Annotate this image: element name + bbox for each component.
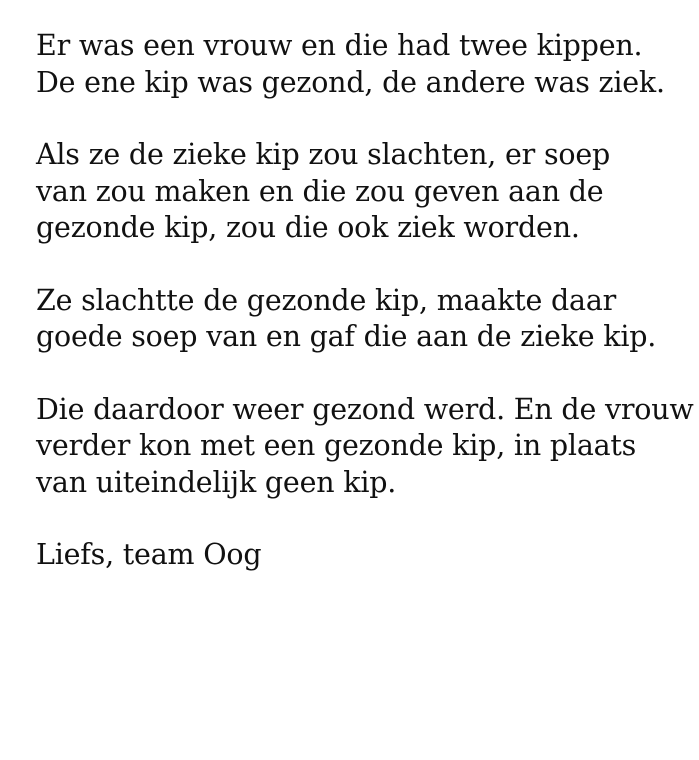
- text-line: goede soep van en gaf die aan de zieke kip.: [36, 320, 657, 353]
- text-line: De ene kip was gezond, de andere was ziek.: [36, 65, 665, 99]
- text-line: van zou maken en die zou geven aan de: [36, 174, 604, 208]
- paragraph-3: [36, 283, 679, 356]
- text-line: gezonde kip, zou die ook ziek worden.: [36, 211, 580, 244]
- text-line: van uiteindelijk geen kip.: [36, 465, 397, 499]
- text-line: Ze slachtte de gezonde kip, maakte daar: [36, 283, 617, 317]
- text-line: Die daardoor weer gezond werd. En de vrouw: [36, 392, 694, 426]
- signature: [36, 537, 679, 574]
- paragraph-2: [36, 137, 679, 247]
- paragraph-1: [36, 28, 679, 101]
- paragraph-4: [36, 392, 694, 502]
- text-line: Er was een vrouw en die had twee kippen.: [36, 29, 643, 62]
- text-line: verder kon met een gezonde kip, in plaats: [36, 429, 637, 462]
- signature-text: Liefs, team Oog: [36, 538, 262, 571]
- text-line: Als ze de zieke kip zou slachten, er soep: [36, 138, 611, 171]
